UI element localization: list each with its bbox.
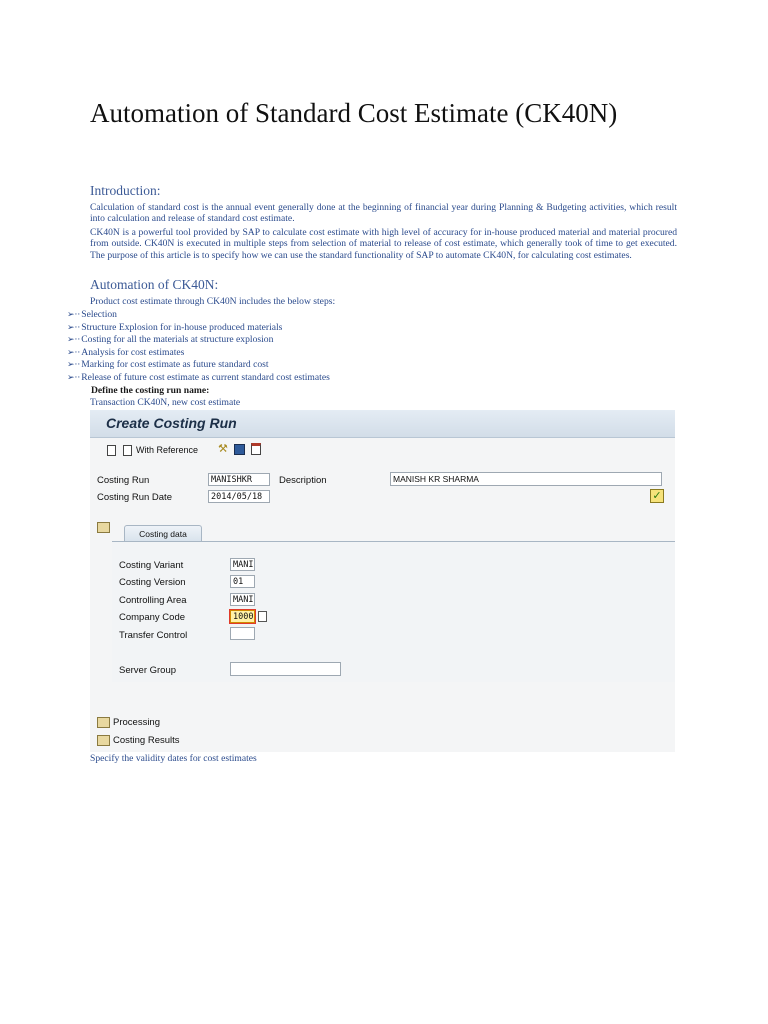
introduction-paragraph-2: CK40N is a powerful tool provided by SAP to calculate cost estimate with high level of accuracy for in-house produced material and material procured from outside. CK40N is executed in multiple steps from selection of material to release of cost estimate, which generally took of time to get executed. The purpose of this article is to specify how we can use the standard functionality of SAP to automate CK40N, for calculating cost estimates.: [90, 227, 677, 261]
automation-lead: Product cost estimate through CK40N includes the below steps:: [90, 296, 336, 307]
introduction-paragraph-1: Calculation of standard cost is the annual event generally done at the beginning of financial year during Planning & Budgeting activities, which result into calculation and release of standard cost estimate.: [90, 202, 677, 225]
document-title: Automation of Standard Cost Estimate (CK40N): [90, 98, 618, 128]
step-item: ➢··Marking for cost estimate as future standard cost: [67, 359, 269, 370]
introduction-heading: Introduction:: [90, 183, 161, 198]
with-reference-icon[interactable]: [123, 445, 132, 456]
company-code-input[interactable]: 1000: [230, 610, 255, 623]
description-label: Description: [279, 475, 327, 486]
costing-data-panel: [112, 542, 675, 682]
step-item: ➢··Release of future cost estimate as current standard cost estimates: [67, 372, 330, 383]
server-group-input[interactable]: [230, 662, 341, 676]
sap-toolbar: [90, 439, 675, 459]
controlling-area-label: Controlling Area: [119, 595, 187, 606]
controlling-area-input[interactable]: MANI: [230, 593, 255, 606]
costing-results-section[interactable]: Costing Results: [113, 735, 180, 746]
check-icon[interactable]: ✓: [650, 489, 664, 503]
step-item: ➢··Costing for all the materials at structure explosion: [67, 334, 274, 345]
costing-run-input[interactable]: MANISHKR: [208, 473, 270, 486]
transaction-text: Transaction CK40N, new cost estimate: [90, 397, 241, 408]
company-code-label: Company Code: [119, 612, 186, 623]
processing-section[interactable]: Processing: [113, 717, 160, 728]
with-reference-button[interactable]: With Reference: [136, 445, 199, 455]
description-input[interactable]: MANISH KR SHARMA: [390, 472, 662, 486]
bullet-arrow-icon: ➢··: [67, 310, 81, 320]
validity-dates-text: Specify the validity dates for cost estimates: [90, 753, 257, 764]
transfer-control-label: Transfer Control: [119, 630, 188, 641]
step-item: ➢··Structure Explosion for in-house produced materials: [67, 322, 283, 333]
costing-variant-input[interactable]: MANI: [230, 558, 255, 571]
bullet-arrow-icon: ➢··: [67, 335, 81, 345]
costing-run-label: Costing Run: [97, 475, 150, 486]
key-icon[interactable]: ⚒: [218, 442, 228, 455]
costing-variant-label: Costing Variant: [119, 560, 184, 571]
folder-icon[interactable]: [97, 522, 110, 533]
bullet-arrow-icon: ➢··: [67, 348, 81, 358]
bullet-arrow-icon: ➢··: [67, 360, 81, 370]
bullet-arrow-icon: ➢··: [67, 323, 81, 333]
costing-results-folder-icon[interactable]: [97, 735, 110, 746]
tab-costing-data[interactable]: Costing data: [124, 525, 202, 542]
new-document-icon[interactable]: [107, 445, 116, 456]
document-list-icon[interactable]: [251, 443, 261, 455]
processing-folder-icon[interactable]: [97, 717, 110, 728]
transfer-control-input[interactable]: [230, 627, 255, 640]
search-help-icon[interactable]: [258, 611, 267, 622]
step-item: ➢··Selection: [67, 309, 117, 320]
costing-version-input[interactable]: 01: [230, 575, 255, 588]
step-item: ➢··Analysis for cost estimates: [67, 347, 185, 358]
costing-run-date-input[interactable]: 2014/05/18: [208, 490, 270, 503]
costing-version-label: Costing Version: [119, 577, 186, 588]
costing-run-date-label: Costing Run Date: [97, 492, 172, 503]
define-costing-run-label: Define the costing run name:: [91, 385, 210, 396]
server-group-label: Server Group: [119, 665, 177, 676]
save-icon[interactable]: [234, 444, 245, 455]
sap-screen-title: Create Costing Run: [106, 415, 237, 431]
bullet-arrow-icon: ➢··: [67, 373, 81, 383]
automation-heading: Automation of CK40N:: [90, 277, 219, 292]
sap-screenshot: [90, 410, 675, 752]
